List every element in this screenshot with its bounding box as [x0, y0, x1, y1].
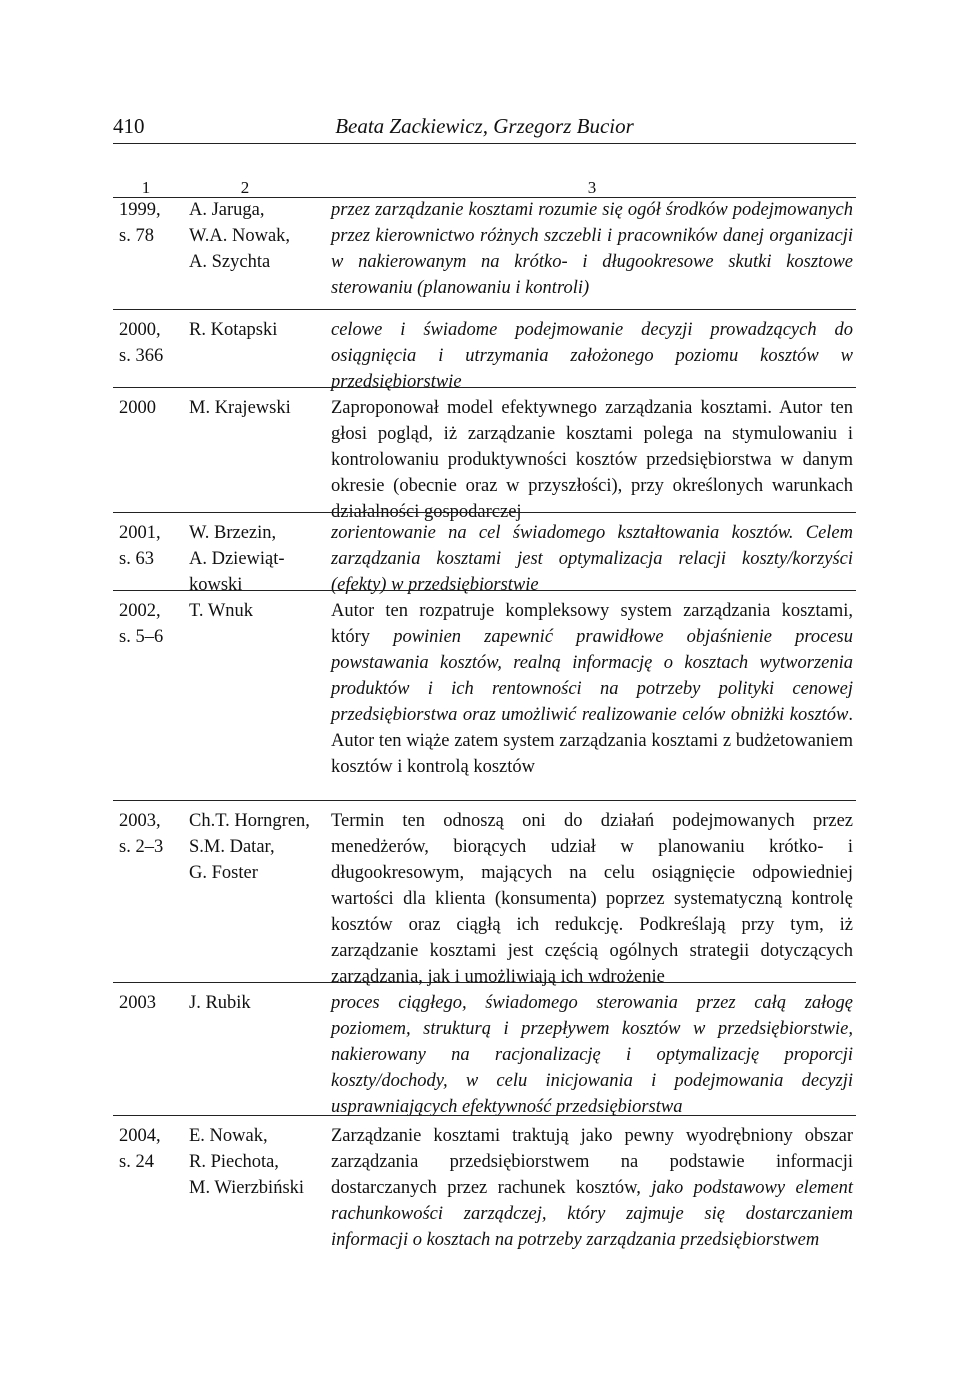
author-line: Ch.T. Horngren, [189, 811, 310, 831]
author-line: R. Kotapski [189, 320, 278, 340]
definition-text: Zarządzanie kosztami traktują jako pewny wyodrębniony obszar zarządzania przedsiębiorstwem na podstawie informacji dostarczanych przez rachunek kosztów, [331, 1126, 853, 1198]
definition-cell [331, 1123, 853, 1253]
author-line: E. Nowak, [189, 1126, 268, 1146]
definition-quote: zorientowanie na cel świadomego kształtowania kosztów. Celem zarządzania kosztami jest optymalizacja relacji koszty/korzyści (efekty) w przedsiębiorstwie [331, 523, 853, 595]
author-line: A. Jaruga, [189, 200, 265, 220]
definition-text: Zaproponował model efektywnego zarządzania kosztami. Autor ten głosi pogląd, iż zarządzanie kosztami polega na stymulowaniu i kontrolowaniu produktywności kosztów przedsiębiorstwa w danym okresie (obecnie oraz w przyszłości), przy określonych warunkach działalności gospodarczej [331, 398, 853, 522]
definition-cell [331, 598, 853, 780]
definition-quote: przez zarządzanie kosztami rozumie się ogół środków podejmowanych przez kierownictwo różnych szczebli i pracowników danej organizacji w nakierowanym na krótko- i długookresowe skutki kosztowe sterowaniu (planowaniu i kontroli) [331, 200, 853, 298]
year-page-cell [119, 808, 185, 860]
year-page-line: s. 63 [119, 549, 154, 569]
definition-cell [331, 395, 853, 525]
row-divider [113, 800, 856, 801]
year-page-line: 2002, [119, 601, 161, 621]
year-page-cell [119, 598, 185, 650]
year-page-cell [119, 317, 185, 369]
year-page-cell [119, 990, 185, 1016]
row-divider [113, 590, 856, 591]
row-divider [113, 512, 856, 513]
year-page-cell [119, 395, 185, 421]
row-divider [113, 982, 856, 983]
author-line: J. Rubik [189, 993, 251, 1013]
definition-quote: celowe i świadome podejmowanie decyzji prowadzących do osiągnięcia i utrzymania założonego poziomu kosztów w przedsiębiorstwie [331, 320, 853, 392]
author-line: A. Szychta [189, 252, 271, 272]
author-line: R. Piechota, [189, 1152, 279, 1172]
author-cell [189, 317, 329, 343]
year-page-line: 2000, [119, 320, 161, 340]
row-divider [113, 387, 856, 388]
author-cell [189, 197, 329, 275]
definition-text: Autor ten rozpatruje kompleksowy system zarządzania kosztami, który [331, 601, 853, 647]
column-header-1: 1 [141, 178, 151, 197]
year-page-line: s. 366 [119, 346, 164, 366]
year-page-line: 2004, [119, 1126, 161, 1146]
definition-text: Termin ten odnoszą oni do działań podejmowanych przez menedżerów, biorących udział w planowaniu krótko- i długookresowym, mających na celu osiągnięcie odpowiedniej wartości dla klienta (konsumenta) poprzez systematyczną kontrolę kosztów oraz ciągłą ich redukcję. Podkreślają przy tym, iż zarządzanie kosztami jest częścią ogólnych strategii dotyczących zarządzania, jak i umożliwiają ich wdrożenie [331, 811, 853, 987]
author-line: S.M. Datar, [189, 837, 275, 857]
header-rule [113, 143, 856, 144]
year-page-line: s. 2–3 [119, 837, 164, 857]
definition-cell [331, 197, 853, 301]
row-divider [113, 1115, 856, 1116]
year-page-cell [119, 1123, 185, 1175]
column-header-2: 2 [240, 178, 250, 197]
definition-quote: jako podstawowy element rachunkowości zarządczej, który zajmuje się dostarczaniem informacji o kosztach na potrzeby zarządzania przedsiębiorstwem [331, 1178, 853, 1250]
definition-cell [331, 808, 853, 990]
author-cell [189, 1123, 329, 1201]
page-header [113, 114, 856, 144]
year-page-line: 2003, [119, 811, 161, 831]
year-page-line: 1999, [119, 200, 161, 220]
year-page-line: 2001, [119, 523, 161, 543]
definition-cell [331, 520, 853, 598]
definition-quote: powinien zapewnić prawidłowe objaśnienie procesu powstawania kosztów, realną informację o kosztach wytworzenia produktów i ich rentowności na potrzeby polityki cenowej przedsiębiorstwa oraz umożliwić realizowanie celów obniżki kosztów [331, 627, 853, 725]
row-divider [113, 309, 856, 310]
year-page-line: s. 24 [119, 1152, 154, 1172]
definition-text: . Autor ten wiąże zatem system zarządzania kosztami z budżetowaniem kosztów i kontrolą kosztów [331, 705, 853, 777]
author-cell [189, 990, 329, 1016]
author-line: G. Foster [189, 863, 258, 883]
column-header-3: 3 [587, 178, 597, 197]
year-page-line: 2000 [119, 398, 156, 418]
year-page-cell [119, 520, 185, 572]
definition-quote: proces ciągłego, świadomego sterowania przez całą załogę poziomem, strukturą i przepływem kosztów w przedsiębiorstwie, nakierowany na racjonalizację i optymalizację proporcji koszty/dochody, w celu inicjowania i podejmowania decyzji usprawniających efektywność przedsiębiorstwa [331, 993, 853, 1117]
author-line: W.A. Nowak, [189, 226, 291, 246]
author-cell [189, 520, 329, 598]
year-page-cell [119, 197, 185, 249]
definition-cell [331, 317, 853, 395]
definition-cell [331, 990, 853, 1120]
page-number: 410 [113, 114, 145, 138]
year-page-line: s. 5–6 [119, 627, 164, 647]
running-title: Beata Zackiewicz, Grzegorz Bucior [335, 114, 634, 138]
author-cell [189, 598, 329, 624]
year-page-line: s. 78 [119, 226, 154, 246]
author-line: kowski [189, 575, 243, 595]
author-cell [189, 808, 329, 886]
author-line: M. Wierzbiński [189, 1178, 305, 1198]
author-line: W. Brzezin, [189, 523, 277, 543]
author-line: T. Wnuk [189, 601, 254, 621]
author-line: M. Krajewski [189, 398, 291, 418]
year-page-line: 2003 [119, 993, 156, 1013]
author-cell [189, 395, 329, 421]
author-line: A. Dziewiąt- [189, 549, 285, 569]
